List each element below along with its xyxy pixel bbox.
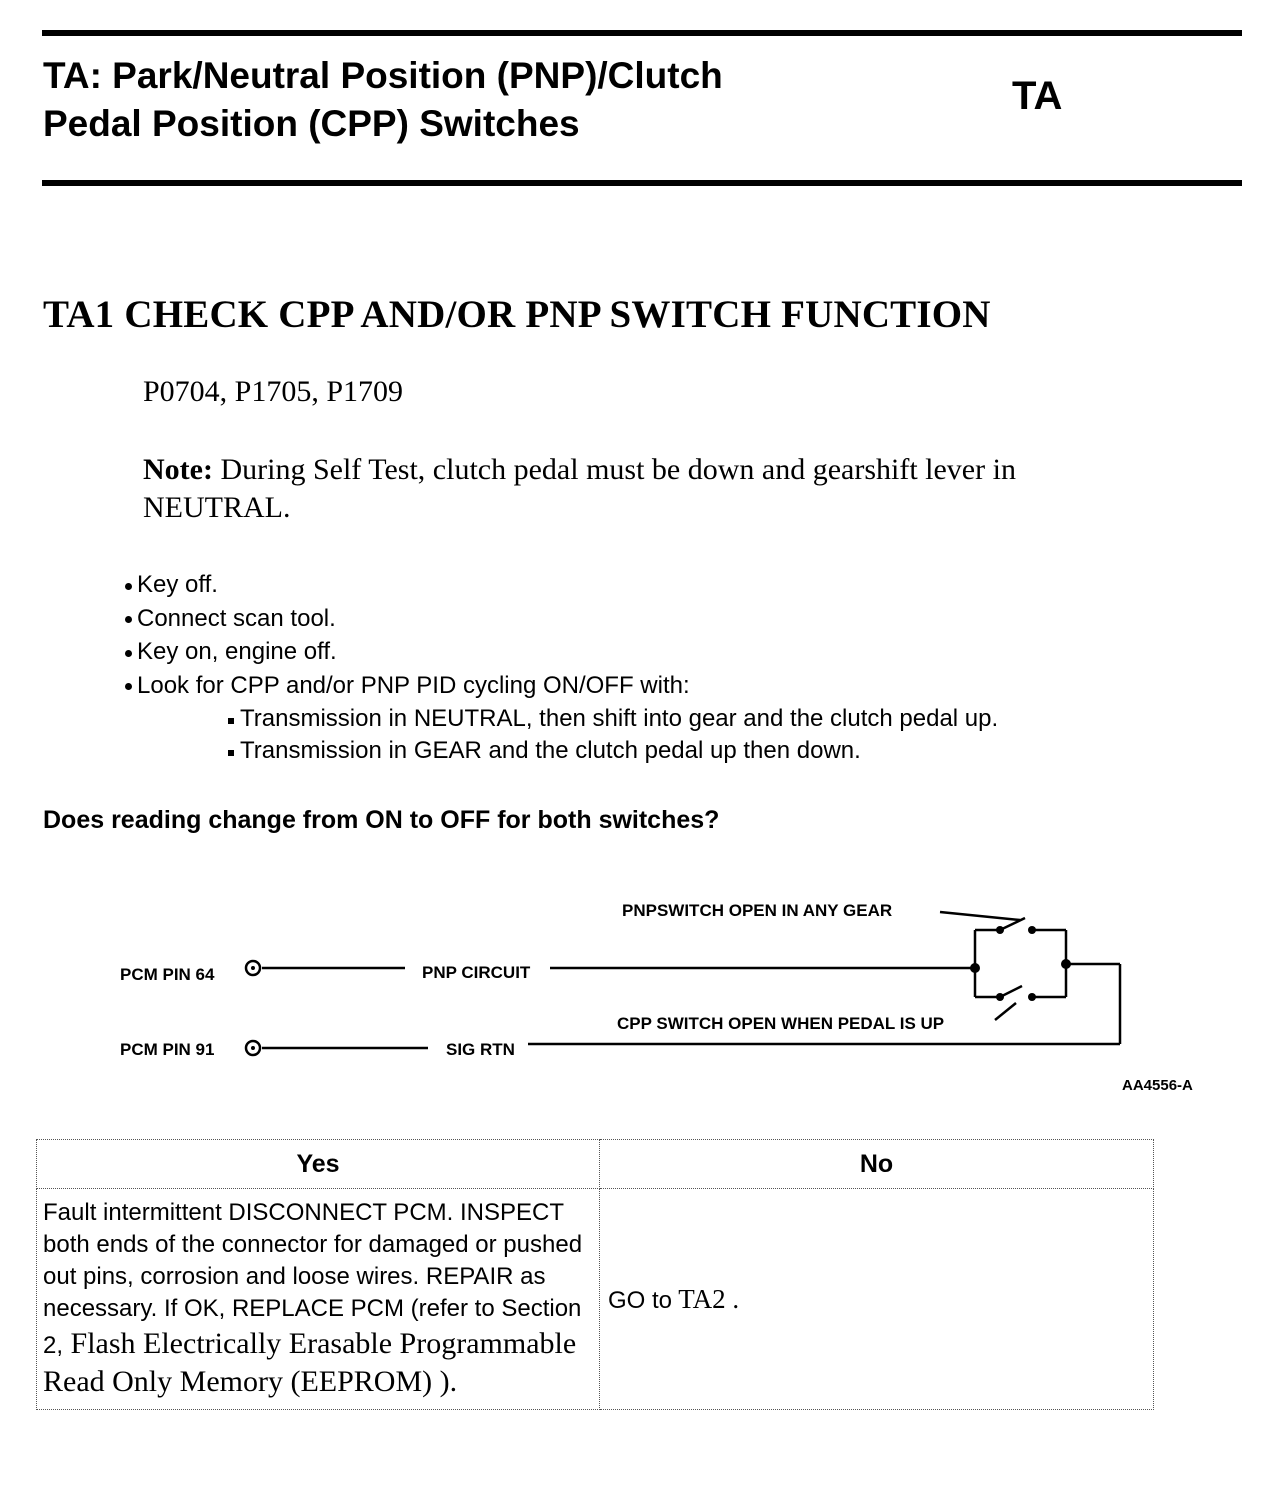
step-list <box>125 568 690 702</box>
pin91-label: PCM PIN 91 <box>120 1040 215 1059</box>
bullet-icon <box>125 583 132 590</box>
figure-id: AA4556-A <box>1122 1077 1193 1094</box>
pin64-label: PCM PIN 64 <box>120 965 215 984</box>
step-item: Connect scan tool. <box>125 602 690 636</box>
square-bullet-icon <box>228 718 234 724</box>
ta2-link[interactable]: TA2 . <box>672 1283 740 1314</box>
bullet-icon <box>125 650 132 657</box>
page-title-line-2: Pedal Position (CPP) Switches <box>43 103 580 144</box>
pnp-label-leader <box>940 912 1020 920</box>
substep-item: Transmission in NEUTRAL, then shift into gear and the clutch pedal up. <box>228 703 998 735</box>
pnp-circuit-label: PNP CIRCUIT <box>422 963 531 982</box>
bullet-icon <box>125 616 132 623</box>
junction-dot <box>1061 959 1071 969</box>
switch-contact-dot <box>1028 926 1036 934</box>
top-rule <box>42 30 1242 36</box>
note-paragraph <box>143 451 1143 527</box>
test-step-heading: TA1 CHECK CPP AND/OR PNP SWITCH FUNCTION <box>43 293 991 336</box>
dtc-list: P0704, P1705, P1709 <box>143 375 404 408</box>
terminal-center-dot <box>251 1046 255 1050</box>
yes-cell <box>37 1189 600 1410</box>
table-header-row <box>37 1140 1154 1189</box>
substep-list <box>228 703 998 767</box>
section-code: TA <box>1012 74 1063 118</box>
yes-action-text: Fault intermittent DISCONNECT PCM. INSPECT both ends of the connector for damaged or pushed out pins, corrosion and loose wires. REPAIR as necessary. If OK, REPLACE PCM (refer to Section 2, <box>43 1199 583 1359</box>
page-title-line-1: TA: Park/Neutral Position (PNP)/Clutch <box>43 55 723 96</box>
test-question: Does reading change from ON to OFF for both switches? <box>43 806 720 834</box>
step-item: Look for CPP and/or PNP PID cycling ON/OFF with: <box>125 669 690 703</box>
header-bottom-rule <box>42 180 1242 186</box>
result-table <box>36 1139 1154 1410</box>
bullet-icon <box>125 683 132 690</box>
wiring-diagram <box>0 880 1264 1100</box>
table-row <box>37 1189 1154 1410</box>
yes-link-text[interactable]: Flash Electrically Erasable Programmable Read Only Memory (EEPROM) ). <box>43 1327 577 1398</box>
switch-contact-dot <box>1028 993 1036 1001</box>
no-cell <box>600 1189 1154 1410</box>
cpp-label-leader <box>995 1003 1016 1020</box>
step-item: Key on, engine off. <box>125 635 690 669</box>
junction-dot <box>970 963 980 973</box>
pnp-switch-label: PNPSWITCH OPEN IN ANY GEAR <box>622 901 893 920</box>
note-text: During Self Test, clutch pedal must be down and gearshift lever in NEUTRAL. <box>143 453 1016 524</box>
substep-item: Transmission in GEAR and the clutch pedal up then down. <box>228 735 998 767</box>
yes-header: Yes <box>37 1140 600 1189</box>
switch-contact-dot <box>996 993 1004 1001</box>
terminal-center-dot <box>251 966 255 970</box>
sig-rtn-label: SIG RTN <box>446 1040 515 1059</box>
switch-contact-dot <box>996 926 1004 934</box>
square-bullet-icon <box>228 750 234 756</box>
no-header: No <box>600 1140 1154 1189</box>
cpp-switch-label: CPP SWITCH OPEN WHEN PEDAL IS UP <box>617 1014 945 1033</box>
note-label: Note: <box>143 453 213 486</box>
no-action-text: GO to <box>608 1286 673 1314</box>
step-item: Key off. <box>125 568 690 602</box>
page-title <box>43 52 903 148</box>
